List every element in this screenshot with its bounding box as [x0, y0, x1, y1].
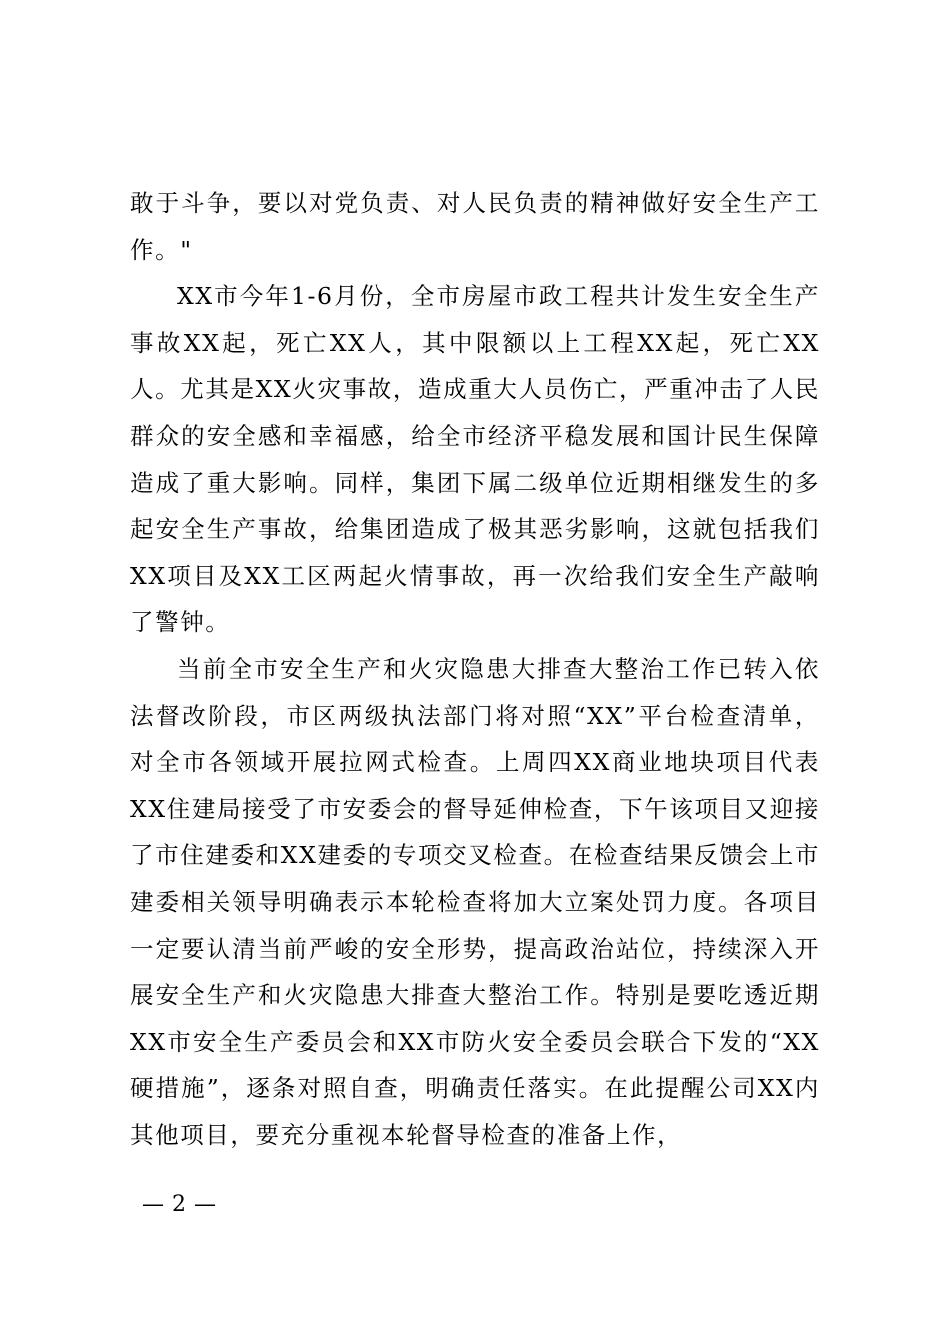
- document-body: [130, 180, 820, 1158]
- paragraph-continuation: 敢于斗争，要以对党负责、对人民负责的精神做好安全生产工作。": [130, 189, 820, 264]
- paragraph-inspection-work: 当前全市安全生产和火灾隐患大排查大整治工作已转入依法督改阶段，市区两级执法部门将对照“XX”平台检查清单，对全市各领域开展拉网式检查。上周四XX商业地块项目代表XX住建局接受了市安委会的督导延伸检查，下午该项目又迎接了市住建委和XX建委的专项交叉检查。在检查结果反馈会上市建委相关领导明确表示本轮检查将加大立案处罚力度。各项目一定要认清当前严峻的安全形势，提高政治站位，持续深入开展安全生产和火灾隐患大排查大整治工作。特别是要吃透近期XX市安全生产委员会和XX市防火安全委员会联合下发的“XX硬措施”，逐条对照自查，明确责任落实。在此提醒公司XX内其他项目，要充分重视本轮督导检查的准备上作，: [130, 654, 820, 1149]
- paragraph-accident-statistics: XX市今年1-6月份，全市房屋市政工程共计发生安全生产事故XX起，死亡XX人，其中限额以上工程XX起，死亡XX人。尤其是XX火灾事故，造成重大人员伤亡，严重冲击了人民群众的安全感和幸福感，给全市经济平稳发展和国计民生保障造成了重大影响。同样，集团下属二级单位近期相继发生的多起安全生产事故，给集团造成了极其恶劣影响，这就包括我们XX项目及XX工区两起火情事故，再一次给我们安全生产敲响了警钟。: [130, 282, 820, 637]
- page-number: — 2 —: [142, 1192, 217, 1217]
